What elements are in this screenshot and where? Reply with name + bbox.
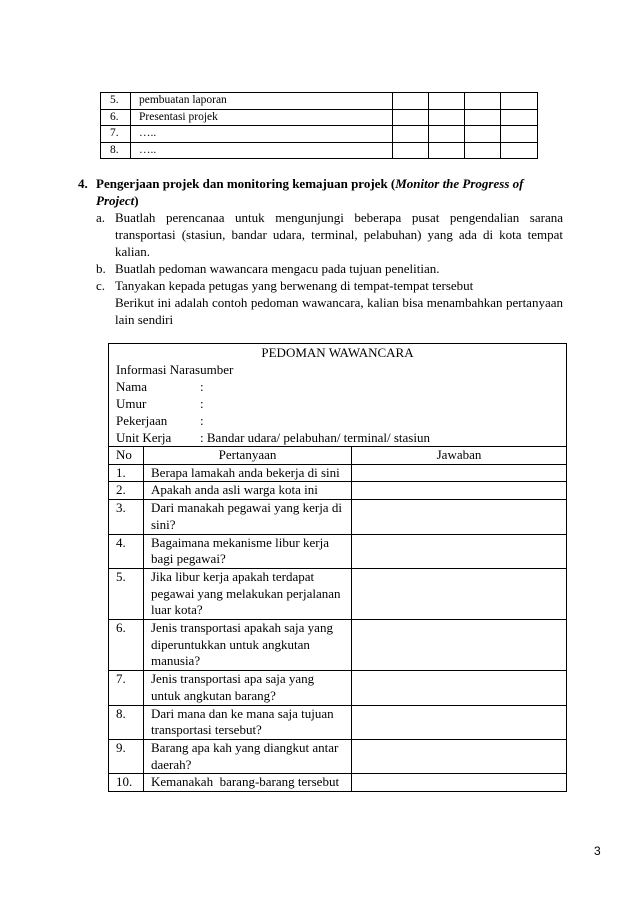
question-cell <box>144 671 352 705</box>
schedule-cell <box>393 142 429 159</box>
schedule-cell <box>429 126 465 143</box>
schedule-cell <box>429 142 465 159</box>
question-row <box>109 774 567 792</box>
schedule-cell <box>501 93 538 110</box>
section-number: 4. <box>78 175 88 191</box>
question-number: 4. <box>109 534 144 568</box>
question-line: Bagaimana mekanisme libur kerja <box>151 534 329 550</box>
answer-cell <box>352 500 567 534</box>
question-line: Jika libur kerja apakah terdapat <box>151 568 315 584</box>
question-number: 7. <box>109 671 144 705</box>
section-title: Pengerjaan projek dan monitoring kemajuan projek ( <box>96 175 396 191</box>
answer-cell <box>352 568 567 619</box>
question-line: Jenis transportasi apa saja yang <box>151 671 315 687</box>
schedule-cell <box>465 109 501 126</box>
progress-table <box>100 92 538 159</box>
answer-cell <box>352 534 567 568</box>
question-row <box>109 568 567 619</box>
field-value: Bandar udara/ pelabuhan/ terminal/ stasiun <box>206 430 430 445</box>
question-line: Dari manakah pegawai yang kerja di <box>151 500 342 516</box>
question-line: daerah? <box>151 756 192 772</box>
question-line: Jenis transportasi apakah saja yang <box>151 620 333 636</box>
informant-info-row <box>109 344 567 447</box>
section-4 <box>78 175 563 328</box>
progress-row <box>101 126 538 143</box>
question-cell <box>144 568 352 619</box>
list-item-text-line: Buatlah pedoman wawancara mengacu pada tujuan penelitian. <box>115 260 440 276</box>
question-line: Apakah anda asli warga kota ini <box>151 482 318 498</box>
section-title-english-cont: Project <box>96 192 135 208</box>
section-title-english: Monitor the Progress of <box>395 175 524 191</box>
question-line: untuk angkutan barang? <box>151 687 276 703</box>
question-cell <box>144 482 352 500</box>
schedule-cell <box>465 142 501 159</box>
informant-field-unit <box>116 429 566 446</box>
field-label: Umur <box>116 396 147 411</box>
question-cell <box>144 705 352 739</box>
question-line: manusia? <box>151 653 201 669</box>
section-title-close: ) <box>134 192 139 208</box>
question-row <box>109 671 567 705</box>
question-line: Kemanakah barang-barang tersebut <box>151 774 340 790</box>
list-item-label: a. <box>96 209 106 225</box>
interview-title: PEDOMAN WAWANCARA <box>261 345 414 360</box>
field-separator: : <box>200 413 204 428</box>
question-cell <box>144 464 352 482</box>
answer-cell <box>352 774 567 792</box>
question-row <box>109 500 567 534</box>
section-title-line <box>96 192 563 209</box>
field-separator: : <box>200 430 204 445</box>
schedule-cell <box>429 93 465 110</box>
question-row <box>109 620 567 671</box>
informant-info-cell <box>109 344 567 447</box>
answer-cell <box>352 464 567 482</box>
table-header-row <box>109 447 567 465</box>
section-title-line <box>96 175 563 192</box>
question-number: 8. <box>109 705 144 739</box>
answer-cell <box>352 671 567 705</box>
list-item-label: c. <box>96 277 106 293</box>
schedule-cell <box>393 93 429 110</box>
question-line: Barang apa kah yang diangkut antar <box>151 739 339 755</box>
progress-number: 6. <box>101 109 131 126</box>
interview-guide-table <box>108 343 567 792</box>
list-item-label: b. <box>96 260 106 276</box>
question-line: sini? <box>151 516 176 532</box>
progress-activity: ….. <box>131 126 393 143</box>
list-item-text-line: Tanyakan kepada petugas yang berwenang di tempat-tempat tersebut <box>115 277 474 293</box>
question-number: 2. <box>109 482 144 500</box>
list-item-b <box>78 260 563 277</box>
header-answer: Jawaban <box>352 447 567 465</box>
progress-row <box>101 142 538 159</box>
field-label: Unit Kerja <box>116 430 172 445</box>
schedule-cell <box>501 142 538 159</box>
schedule-cell <box>501 109 538 126</box>
informant-field-age <box>116 395 566 412</box>
question-line: transportasi tersebut? <box>151 722 262 738</box>
answer-cell <box>352 705 567 739</box>
question-row <box>109 739 567 773</box>
question-number: 3. <box>109 500 144 534</box>
answer-cell <box>352 739 567 773</box>
list-item-text-line: transportasi (stasiun, bandar udara, terminal, pelabuhan) yang ada di kota tempat <box>115 226 563 242</box>
question-line: Berapa lamakah anda bekerja di sini <box>151 464 340 480</box>
informant-field-name <box>116 378 566 395</box>
question-line: luar kota? <box>151 602 203 618</box>
field-separator: : <box>200 396 204 411</box>
progress-row <box>101 109 538 126</box>
question-line: bagi pegawai? <box>151 551 226 567</box>
question-cell <box>144 739 352 773</box>
question-row <box>109 705 567 739</box>
informant-heading: Informasi Narasumber <box>116 362 234 377</box>
progress-number: 7. <box>101 126 131 143</box>
list-item-text-line: lain sendiri <box>115 311 174 327</box>
question-line: diperuntukkan untuk angkutan <box>151 636 310 652</box>
field-label: Nama <box>116 379 148 394</box>
progress-activity: Presentasi projek <box>131 109 393 126</box>
schedule-cell <box>429 109 465 126</box>
field-label: Pekerjaan <box>116 413 168 428</box>
question-line: Dari mana dan ke mana saja tujuan <box>151 705 334 721</box>
header-question: Pertanyaan <box>144 447 352 465</box>
list-item-text-line: Berikut ini adalah contoh pedoman wawancara, kalian bisa menambahkan pertanyaan <box>115 294 563 310</box>
progress-row <box>101 93 538 110</box>
schedule-cell <box>465 126 501 143</box>
question-number: 5. <box>109 568 144 619</box>
question-line: pegawai yang melakukan perjalanan <box>151 585 341 601</box>
question-number: 10. <box>109 774 144 792</box>
informant-field-job <box>116 412 566 429</box>
question-cell <box>144 620 352 671</box>
question-number: 6. <box>109 620 144 671</box>
schedule-cell <box>465 93 501 110</box>
question-number: 1. <box>109 464 144 482</box>
progress-activity: pembuatan laporan <box>131 93 393 110</box>
answer-cell <box>352 482 567 500</box>
question-cell <box>144 774 352 792</box>
list-item-text-line: kalian. <box>115 243 151 259</box>
question-number: 9. <box>109 739 144 773</box>
progress-activity: ….. <box>131 142 393 159</box>
schedule-cell <box>501 126 538 143</box>
page-number: 3 <box>594 844 601 858</box>
question-cell <box>144 500 352 534</box>
progress-number: 8. <box>101 142 131 159</box>
question-cell <box>144 534 352 568</box>
schedule-cell <box>393 126 429 143</box>
field-separator: : <box>200 379 204 394</box>
section-heading <box>78 175 563 209</box>
list-item-c <box>78 277 563 328</box>
question-row <box>109 482 567 500</box>
list-item-a <box>78 209 563 260</box>
question-row <box>109 464 567 482</box>
question-row <box>109 534 567 568</box>
progress-number: 5. <box>101 93 131 110</box>
schedule-cell <box>393 109 429 126</box>
header-no: No <box>109 447 144 465</box>
list-item-text-line: Buatlah perencanaa untuk mengunjungi beberapa pusat pengendalian sarana <box>115 209 563 225</box>
answer-cell <box>352 620 567 671</box>
